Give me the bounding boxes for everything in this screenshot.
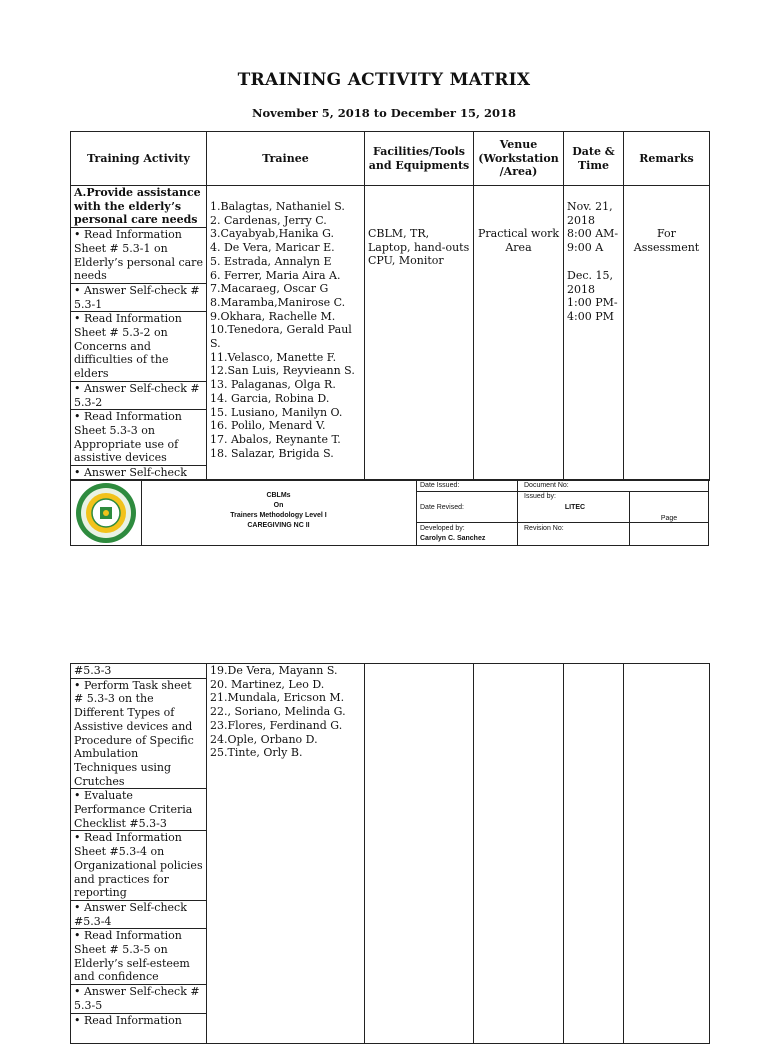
header-facilities: Facilities/Tools and Equipments	[365, 132, 474, 186]
activity-heading: A.Provide assistance with the elderly’s personal care needs	[71, 186, 206, 228]
activity-list	[71, 186, 206, 480]
header-venue: Venue (Workstation /Area)	[474, 132, 564, 186]
trainee-item: 9.Okhara, Rachelle M.	[210, 309, 336, 323]
document-footer	[70, 479, 709, 546]
training-matrix-table-continued	[70, 663, 710, 1044]
list-item: • Read Information Sheet 5.3-3 on Appropriate use of assistive devices	[71, 410, 206, 466]
trainee-cell	[207, 186, 365, 481]
trainee-item: 3.Cayabyab,Hanika G.	[210, 227, 334, 241]
trainee-item: 20. Martinez, Leo D.	[210, 677, 325, 691]
header-row	[71, 132, 710, 186]
school-seal-logo	[71, 480, 142, 545]
footer-on: On	[273, 502, 284, 509]
trainee-item: 14. Garcia, Robina D.	[210, 391, 330, 405]
header-trainee: Trainee	[207, 132, 365, 186]
footer-cblms: CBLMs	[266, 492, 291, 499]
page-label: Page	[660, 515, 678, 522]
date-time-1: Nov. 21, 2018 8:00 AM- 9:00 A	[567, 200, 619, 255]
list-item: • Read Information Sheet # 5.3-1 on Elderly’s personal care needs	[71, 228, 206, 284]
table-row	[71, 664, 710, 1044]
trainee-item: 24.Ople, Orbano D.	[210, 732, 318, 746]
remarks-cell	[624, 664, 710, 1044]
list-item: • Evaluate Performance Criteria Checklist #5.3-3	[71, 789, 206, 831]
trainee-item: 23.Flores, Ferdinand G.	[210, 718, 343, 732]
table-row	[71, 186, 710, 481]
facilities-cell	[365, 664, 474, 1044]
activity-cell	[71, 186, 207, 481]
trainee-item: 17. Abalos, Reynante T.	[210, 432, 341, 446]
venue-cell	[474, 664, 564, 1044]
trainee-item: 8.Maramba,Manirose C.	[210, 295, 346, 309]
revision-no-label: Revision No:	[524, 525, 564, 532]
header-training-activity: Training Activity	[71, 132, 207, 186]
training-matrix-table	[70, 131, 710, 481]
list-item: • Answer Self-check	[74, 466, 187, 480]
trainee-cell	[207, 664, 365, 1044]
developed-by-label: Developed by:	[420, 525, 465, 532]
trainee-item: 4. De Vera, Maricar E.	[210, 241, 335, 255]
trainee-item: 11.Velasco, Manette F.	[210, 350, 337, 364]
footer-qualification: CAREGIVING NC II	[247, 522, 310, 529]
trainee-item: 18. Salazar, Brigida S.	[210, 446, 334, 460]
trainee-item: 10.Tenedora, Gerald Paul S.	[210, 323, 352, 351]
trainee-item: 6. Ferrer, Maria Aira A.	[210, 268, 341, 282]
facilities-cell: CBLM, TR, Laptop, hand-outs CPU, Monitor	[365, 186, 474, 481]
issued-by-label: Issued by:	[524, 493, 556, 500]
date-range: November 5, 2018 to December 15, 2018	[252, 106, 516, 120]
list-item: • Answer Self-check #5.3-4	[71, 900, 206, 928]
footer-title-block	[141, 480, 417, 545]
list-item: • Answer Self-check # 5.3-2	[71, 381, 206, 409]
trainee-item: 7.Macaraeg, Oscar G	[210, 282, 329, 296]
list-item: • Read Information Sheet # 5.3-5 on Elderly’s self-esteem and confidence	[71, 929, 206, 985]
trainee-item: 15. Lusiano, Manilyn O.	[210, 405, 343, 419]
trainee-item: 12.San Luis, Reyvieann S.	[210, 364, 355, 378]
activity-cell	[71, 664, 207, 1044]
date-time-2: Dec. 15, 2018 1:00 PM-4:00 PM	[567, 268, 618, 323]
date-revised-label: Date Revised:	[420, 504, 464, 511]
list-item: • Perform Task sheet # 5.3-3 on the Different Types of Assistive devices and Procedure of Specific Ambulation Techniques using Crutches	[71, 678, 206, 789]
trainee-item: 1.Balagtas, Nathaniel S.	[210, 200, 345, 213]
trainee-item: 2. Cardenas, Jerry C.	[210, 213, 327, 227]
trainee-item: 22., Soriano, Melinda G.	[210, 705, 346, 719]
list-item: • Answer Self-check # 5.3-1	[71, 283, 206, 311]
remarks-cell: For Assessment	[624, 186, 710, 481]
header-remarks: Remarks	[624, 132, 710, 186]
trainee-item: 21.Mundala, Ericson M.	[210, 691, 345, 705]
document-no-label: Document No:	[524, 482, 569, 489]
issuer-name: LITEC	[564, 504, 586, 511]
trainee-item: 16. Polilo, Menard V.	[210, 419, 326, 433]
list-item: • Read Information	[74, 1013, 182, 1027]
list-item: • Answer Self-check # 5.3-5	[71, 985, 206, 1013]
venue-cell: Practical work Area	[474, 186, 564, 481]
list-item: • Read Information Sheet #5.3-4 on Organizational policies and practices for reporting	[71, 831, 206, 901]
header-date-time: Date & Time	[564, 132, 624, 186]
trainee-item: 13. Palaganas, Olga R.	[210, 378, 336, 392]
developer-name: Carolyn C. Sanchez	[420, 535, 486, 542]
date-issued-label: Date Issued:	[420, 482, 460, 489]
date-time-cell	[564, 664, 624, 1044]
trainee-item: 5. Estrada, Annalyn E	[210, 254, 332, 268]
document-title: TRAINING ACTIVITY MATRIX	[237, 70, 531, 90]
footer-course: Trainers Methodology Level I	[230, 512, 327, 519]
trainee-item: 25.Tinte, Orly B.	[210, 746, 303, 760]
list-item: #5.3-3	[71, 664, 206, 678]
date-time-cell	[564, 186, 624, 481]
activity-list	[71, 664, 206, 1027]
list-item: • Read Information Sheet # 5.3-2 on Concerns and difficulties of the elders	[71, 312, 206, 382]
trainee-item: 19.De Vera, Mayann S.	[210, 664, 338, 677]
